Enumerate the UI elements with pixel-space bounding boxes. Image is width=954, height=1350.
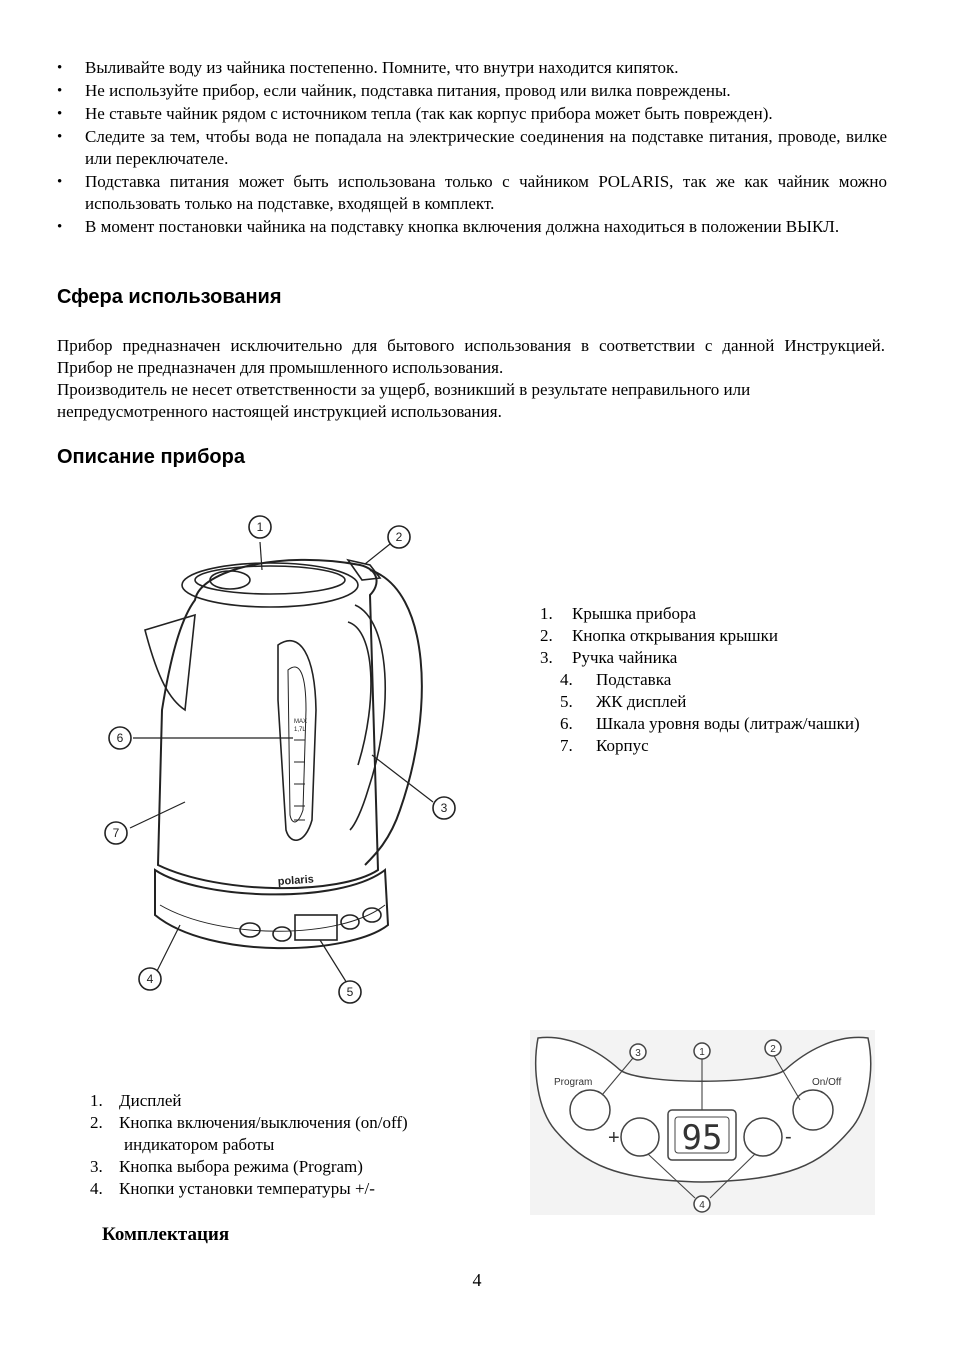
parts-list-item: 7. Корпус: [560, 736, 649, 755]
usage-paragraph-1: Прибор предназначен исключительно для бытового использования в соответствии с данной Инструкцией. Прибор не предназначен для промышленного использования.: [57, 336, 885, 377]
panel-callout-1: 1: [699, 1047, 705, 1058]
callout-7: 7: [112, 826, 120, 840]
safety-bullet: • Не ставьте чайник рядом с источником тепла (так как корпус прибора может быть поврежден).: [57, 103, 887, 125]
scale-max-sub: 1,7L: [294, 727, 306, 733]
parts-list-item: 2. Кнопка открывания крышки: [540, 626, 778, 645]
callout-2: 2: [395, 530, 403, 544]
onoff-label: On/Off: [812, 1077, 842, 1088]
parts-list-item: 4. Подставка: [560, 670, 672, 689]
panel-list-item: 1. Дисплей: [90, 1091, 182, 1110]
safety-bullet: • Не используйте прибор, если чайник, подставка питания, провод или вилка повреждены.: [57, 80, 887, 102]
callout-5: 5: [346, 985, 354, 999]
usage-heading: Сфера использования: [57, 286, 282, 308]
panel-callout-2: 2: [770, 1044, 776, 1055]
panel-callout-3: 3: [635, 1048, 641, 1059]
lid-button: [210, 571, 250, 589]
callout-3: 3: [440, 801, 448, 815]
safety-bullet: • Подставка питания может быть использована только с чайником POLARIS, так же как чайник можно использовать только на подставке, входящей в комплект.: [57, 171, 887, 215]
water-window-inner: [288, 667, 306, 822]
parts-list-item: 5. ЖК дисплей: [560, 692, 687, 711]
safety-bullet-list: [57, 57, 887, 239]
kettle-brand: polaris: [277, 873, 315, 888]
panel-list-item: 4. Кнопки установки температуры +/-: [90, 1179, 375, 1198]
parts-list-item: 6. Шкала уровня воды (литраж/чашки): [560, 714, 860, 733]
minus-button: [744, 1118, 782, 1156]
plus-button: [621, 1118, 659, 1156]
page-number: 4: [472, 1270, 482, 1290]
panel-callout-4: 4: [699, 1200, 705, 1211]
base-button-right2: [363, 908, 381, 922]
control-panel-illustration: [530, 1030, 875, 1215]
scale-max-label: MAX: [294, 719, 308, 725]
lid-top: [195, 566, 345, 594]
control-panel-list: [90, 1090, 408, 1200]
base-button-left2: [273, 927, 291, 941]
usage-paragraph-2: Производитель не несет ответственности за ущерб, возникший в результате неправильного или непредусмотренного настоящей инструкцией использования.: [57, 380, 751, 421]
handle-inner: [350, 605, 385, 830]
parts-list-item: 3. Ручка чайника: [540, 648, 678, 667]
description-heading: Описание прибора: [57, 446, 245, 468]
kettle-parts-list-continued: [560, 669, 860, 757]
parts-list-item: 1. Крышка прибора: [540, 604, 697, 623]
panel-list-item: 2. Кнопка включения/выключения (on/off): [90, 1113, 408, 1132]
kettle-body: [158, 560, 378, 888]
kettle-base: [155, 870, 388, 948]
program-label: Program: [554, 1077, 593, 1088]
plus-label: +: [608, 1127, 620, 1149]
safety-bullet: • Следите за тем, чтобы вода не попадала на электрические соединения на подставке питания, проводе, вилке или переключателе.: [57, 126, 887, 170]
kit-heading: Комплектация: [102, 1224, 230, 1245]
kettle-parts-list: [540, 603, 778, 669]
callout-1: 1: [256, 520, 264, 534]
kettle-lid: [182, 563, 358, 607]
callout-markers: [105, 516, 455, 1003]
safety-bullet: • В момент постановки чайника на подставку кнопка включения должна находиться в положении ВЫКЛ.: [57, 216, 887, 238]
panel-list-item: индикатором работы: [124, 1135, 275, 1154]
display-value: 95: [681, 1118, 723, 1158]
onoff-button: [793, 1090, 833, 1130]
spout: [145, 615, 195, 710]
panel-list-item: 3. Кнопка выбора режима (Program): [90, 1157, 363, 1176]
program-button: [570, 1090, 610, 1130]
base-display: [295, 915, 337, 940]
base-rim: [160, 905, 385, 931]
callout-6: 6: [116, 731, 124, 745]
kettle-illustration: [100, 510, 460, 1005]
callout-4: 4: [146, 972, 154, 986]
safety-bullet: • Выливайте воду из чайника постепенно. Помните, что внутри находится кипяток.: [57, 57, 887, 79]
minus-label: -: [785, 1126, 792, 1148]
handle-grip: [348, 622, 371, 765]
